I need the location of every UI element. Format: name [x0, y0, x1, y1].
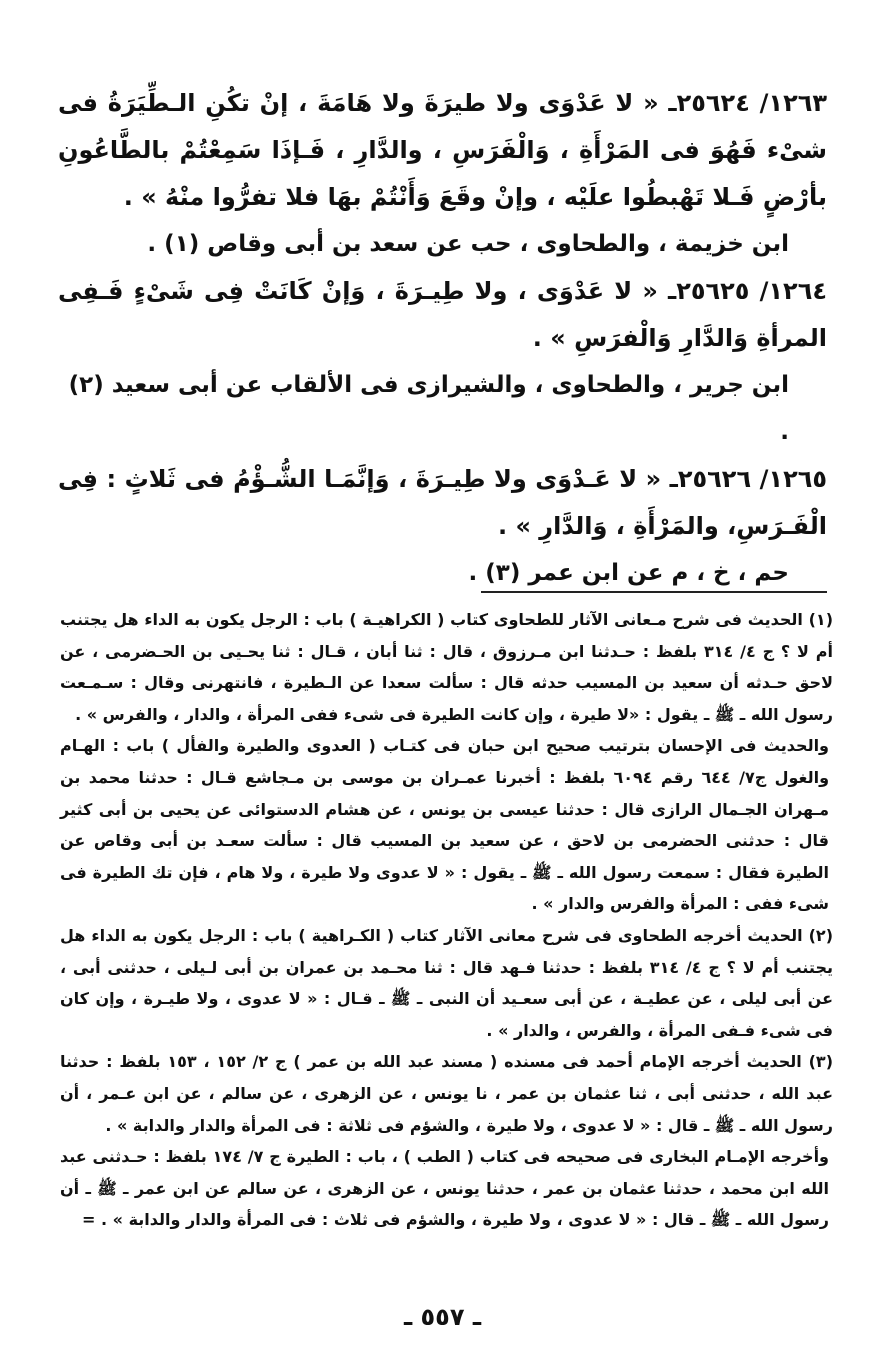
footnotes	[60, 604, 833, 1236]
footnote-1	[60, 604, 833, 920]
footnote-3	[60, 1046, 833, 1236]
hadith-1265: ١٢٦٥/ ٢٥٦٢٦ـ « لا عَـدْوَى ولا طِيـرَةَ ، وَإنَّمَـا الشُّـؤْمُ فى ثَلاثٍ : فِى الْفَـرَسِ، والمَرْأَةِ ، وَالدَّارِ » .	[58, 465, 828, 540]
footnote-3-paragraph: وأخرجه الإمـام البخارى فى صحيحه فى كتاب ( الطب ) ، باب : الطيرة ج ٧/ ١٧٤ بلفظ : حـدثنى عبد الله ابن محمد ، حدثنا عثمان بن عمر ، حدثنا يونس ، عن الزهرى ، عن سالم عن ابن عمر ـ ﷺ ـ أن رسول الله ـ ﷺ ـ قال : « لا عدوى ، ولا طيرة ، والشؤم فى ثلاث : فى المرأة والدار والدابة » . =	[60, 1147, 829, 1230]
footnote-divider	[481, 591, 827, 593]
hadith-1263: ١٢٦٣/ ٢٥٦٢٤ـ « لا عَدْوَى ولا طيرَةَ ولا هَامَةَ ، إنْ تكُنِ الـطِّيَرَةُ فى شىْء فَهُوَ فى المَرْأَةِ ، وَالْفَرَسِ ، والدَّارِ ، فَـإذَا سَمِعْتُمْ بالطَّاعُونِ بأرْضٍ فَـلا تَهْبطُوا علَيْه ، وإنْ وقَعَ وَأَنْتُمْ بهَا فلا تفرُّوا منْهُ » .	[58, 89, 828, 211]
footnote-2-paragraph: (٢) الحديث أخرجه الطحاوى فى شرح معانى الآثار كتاب ( الكـراهية ) باب : الرجل يكون به الداء هل يجتنب أم لا ؟ ج ٤/ ٣١٤ بلفظ : حدثنا فـهد قال : ثنا محـمد بن عمران بن أبى لـيلى ، حدثنى أبى ، عن أبى ليلى ، عن عطيـة ، عن أبى سعـيد أن النبى ـ ﷺ ـ قـال : « لا عدوى ، ولا طيـرة ، وإن كان فى شىء فـفى المرأة ، والفرس ، والدار » .	[60, 925, 834, 1040]
hadith-1264: ١٢٦٤/ ٢٥٦٢٥ـ « لا عَدْوَى ، ولا طِيـرَةَ ، وَإنْ كَانَتْ فِى شَىْءٍ فَـفِى المرأةِ وَالدَّارِ وَالْفرَسِ » .	[58, 277, 827, 352]
footnote-3-paragraph: (٣) الحديث أخرجه الإمام أحمد فى مسنده ( مسند عبد الله بن عمر ) ج ٢/ ١٥٢ ، ١٥٣ بلفظ : حدثنا عبد الله ، حدثنى أبى ، ثنا عثمان بن عمر ، نا يونس ، عن الزهرى ، عن سالم ، عن ابن عـمر ، أن رسول الله ـ ﷺ ـ قال : « لا عدوى ، ولا طيرة ، والشؤم فى ثلاثة : فى المرأة والدار والدابة » .	[60, 1052, 833, 1135]
hadith-1263-source: ابن خزيمة ، والطحاوى ، حب عن سعد بن أبى وقاص (١) .	[147, 231, 789, 257]
hadith-1264-source: ابن جرير ، والطحاوى ، والشيرازى فى الألقاب عن أبى سعيد (٢) .	[68, 372, 789, 445]
footnote-2	[60, 920, 833, 1046]
hadith-1265-source: حم ، خ ، م عن ابن عمر (٣) .	[468, 560, 789, 586]
page-number: ـ ٥٥٧ ـ	[403, 1303, 482, 1331]
footnote-1-paragraph: (١) الحديث فى شرح مـعانى الآثار للطحاوى كتاب ( الكراهيـة ) باب : الرجل يكون به الداء هل يجتنب أم لا ؟ ج ٤/ ٣١٤ بلفظ : حـدثنا ابن مـرزوق ، قال : ثنا أبان ، قـال : ثنا يحـيى بن الحـضرمى ، عن لاحق حـدثه أن سعيد بن المسيب حدثه قال : سألت سعدا عن الـطيرة ، فانتهرنى وقال : سـمـعت رسول الله ـ ﷺ ـ يقول : «لا طيرة ، وإن كانت الطيرة فى شىء ففى المرأة ، والدار ، والفرس » .	[60, 610, 833, 724]
footnote-1-paragraph: والحديث فى الإحسان بترتيب صحيح ابن حبان فى كتـاب ( العدوى والطيرة والفأل ) باب : الهـام والغول ج٧/ ٦٤٤ رقم ٦٠٩٤ بلفظ : أخبرنا عمـران بن موسى بن مـجاشع قـال : حدثنا محمد بن مـهران الجـمال الرازى قال : حدثنا عيسى بن يونس ، عن هشام الدستوائى عن يحيى بن أبى كثير قال : حدثنى الحضرمى بن لاحق ، عن سعيد بن المسيب قال : سألت سعـد بن أبى وقاص عن الطيرة فقال : سمعت رسول الله ـ ﷺ ـ يقول : « لا عدوى ولا طيرة ، ولا هام ، فإن تك الطيرة فى شىء ففى : المرأة والفرس والدار » .	[60, 736, 830, 914]
main-text	[58, 80, 827, 597]
